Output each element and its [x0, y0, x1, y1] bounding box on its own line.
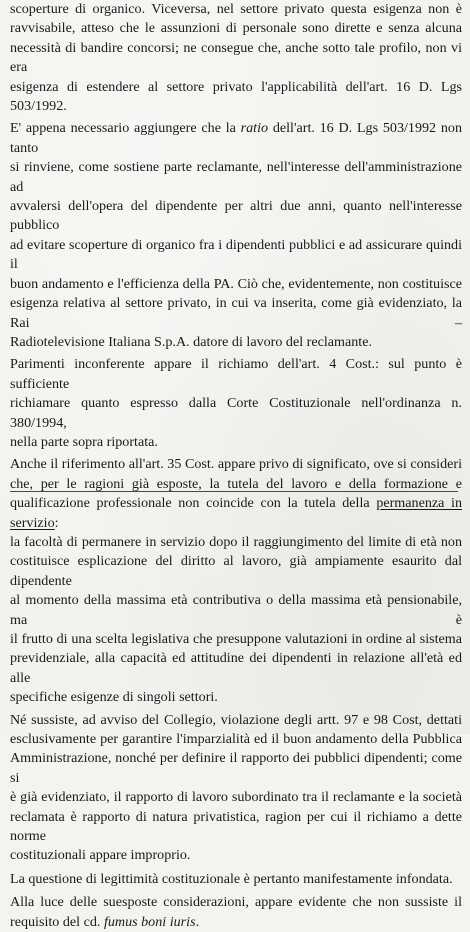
pen-strike-mark: [10, 491, 458, 492]
text-line: previdenziale, alla capacità ed attitudine dei dipendenti in relazione all'età ed alle: [10, 650, 462, 686]
text-line: scoperture di organico. Viceversa, nel settore privato questa esigenza non è: [10, 1, 462, 17]
text-line: nella parte sopra riportata.: [10, 433, 158, 450]
paragraph-3: [10, 355, 462, 452]
text-line: esigenza relativa al settore privato, in cui va inserita, come già evidenziato, la Rai –: [10, 295, 462, 331]
text-fragment: .: [195, 913, 200, 930]
text-line: avvalersi dell'opera del dipendente per altri due anni, quanto nell'interesse pubblico: [10, 198, 462, 234]
italic-term-ratio: ratio: [240, 120, 269, 137]
paragraph-2: [10, 119, 462, 352]
text-line: La questione di legittimità costituzionale è pertanto manifestamente infondata.: [10, 870, 453, 887]
underlined-phrase: permanenza in servizio: [10, 495, 463, 531]
text-line: Amministrazione, nonché per definire il rapporto dei pubblici dipendenti; come si: [10, 750, 462, 786]
text-line: Radiotelevisione Italiana S.p.A. datore di lavoro del reclamante.: [10, 333, 373, 350]
text-line-with-italic: [10, 913, 462, 932]
text-line: buon andamento e l'efficienza della PA. Ciò che, evidentemente, non costituisce: [10, 275, 462, 292]
text-line: esigenza di estendere al settore privato l'applicabilità dell'art. 16 D. Lgs 503/1992.: [10, 78, 462, 115]
paragraph-7: [10, 893, 462, 932]
text-fragment: :: [54, 514, 59, 531]
text-line: necessità di bandire concorsi; ne consegue che, anche sotto tale profilo, non vi era: [10, 39, 462, 76]
text-line: Anche il riferimento all'art. 35 Cost. appare privo di significato, ove si consideri: [10, 456, 462, 473]
text-fragment: E' appena necessario aggiungere che la: [10, 120, 241, 137]
text-line: al momento della massima età contributiva o della massima età pensionabile, ma è: [10, 592, 462, 628]
text-fragment: requisito del cd.: [10, 913, 104, 930]
text-line-with-underline: [10, 494, 462, 533]
text-line: si rinviene, come sostiene parte reclamante, nell'interesse dell'amministrazione ad: [10, 159, 462, 195]
text-line: costituzionali appare improprio.: [10, 847, 191, 864]
text-line: Alla luce delle suesposte considerazioni, appare evidente che non sussiste il: [10, 894, 462, 911]
text-line: è già evidenziato, il rapporto di lavoro subordinato tra il reclamante e la società: [10, 789, 462, 806]
text-line: specifiche esigenze di singoli settori.: [10, 689, 218, 706]
text-line: ravvisabile, atteso che le assunzioni di personale sono dirette e senza alcuna: [10, 20, 462, 37]
paragraph-5: [10, 711, 462, 866]
text-line: la facoltà di permanere in servizio dopo il raggiungimento del limite di età non: [10, 533, 462, 550]
text-line: costituisce esplicazione del diritto al lavoro, già ampiamente esaurito dal dipendente: [10, 553, 462, 589]
paragraph-6: [10, 870, 462, 889]
italic-term-fumus-boni-iuris: fumus boni iuris: [103, 913, 196, 930]
text-line: il frutto di una scelta legislativa che presuppone valutazioni in ordine al sistema: [10, 631, 462, 647]
text-line: che, per le ragioni già esposte, la tutela del lavoro e della formazione e: [10, 475, 462, 492]
text-fragment: qualificazione professionale non coincide con la tutela della: [10, 495, 377, 512]
text-line: Né sussiste, ad avviso del Collegio, violazione degli artt. 97 e 98 Cost, dettati: [10, 711, 462, 728]
text-line: Parimenti inconferente appare il richiamo dell'art. 4 Cost.: sul punto è sufficiente: [10, 356, 462, 392]
text-line: esclusivamente per garantire l'imparzialità ed il buon andamento della Pubblica: [10, 731, 462, 748]
text-line: ad evitare scoperture di organico fra i dipendenti pubblici e ad assicurare quindi il: [10, 236, 462, 273]
text-fragment: dell'art. 16 D. Lgs 503/1992 non tanto: [10, 120, 462, 156]
paragraph-4: [10, 455, 462, 707]
text-line: reclamata è rapporto di natura privatistica, ragion per cui il richiamo a dette norme: [10, 808, 462, 845]
text-line-with-italic: [10, 119, 462, 158]
paragraph-1: [10, 0, 462, 116]
text-line: richiamare quanto espresso dalla Corte Costituzionale nell'ordinanza n. 380/1994,: [10, 395, 462, 431]
